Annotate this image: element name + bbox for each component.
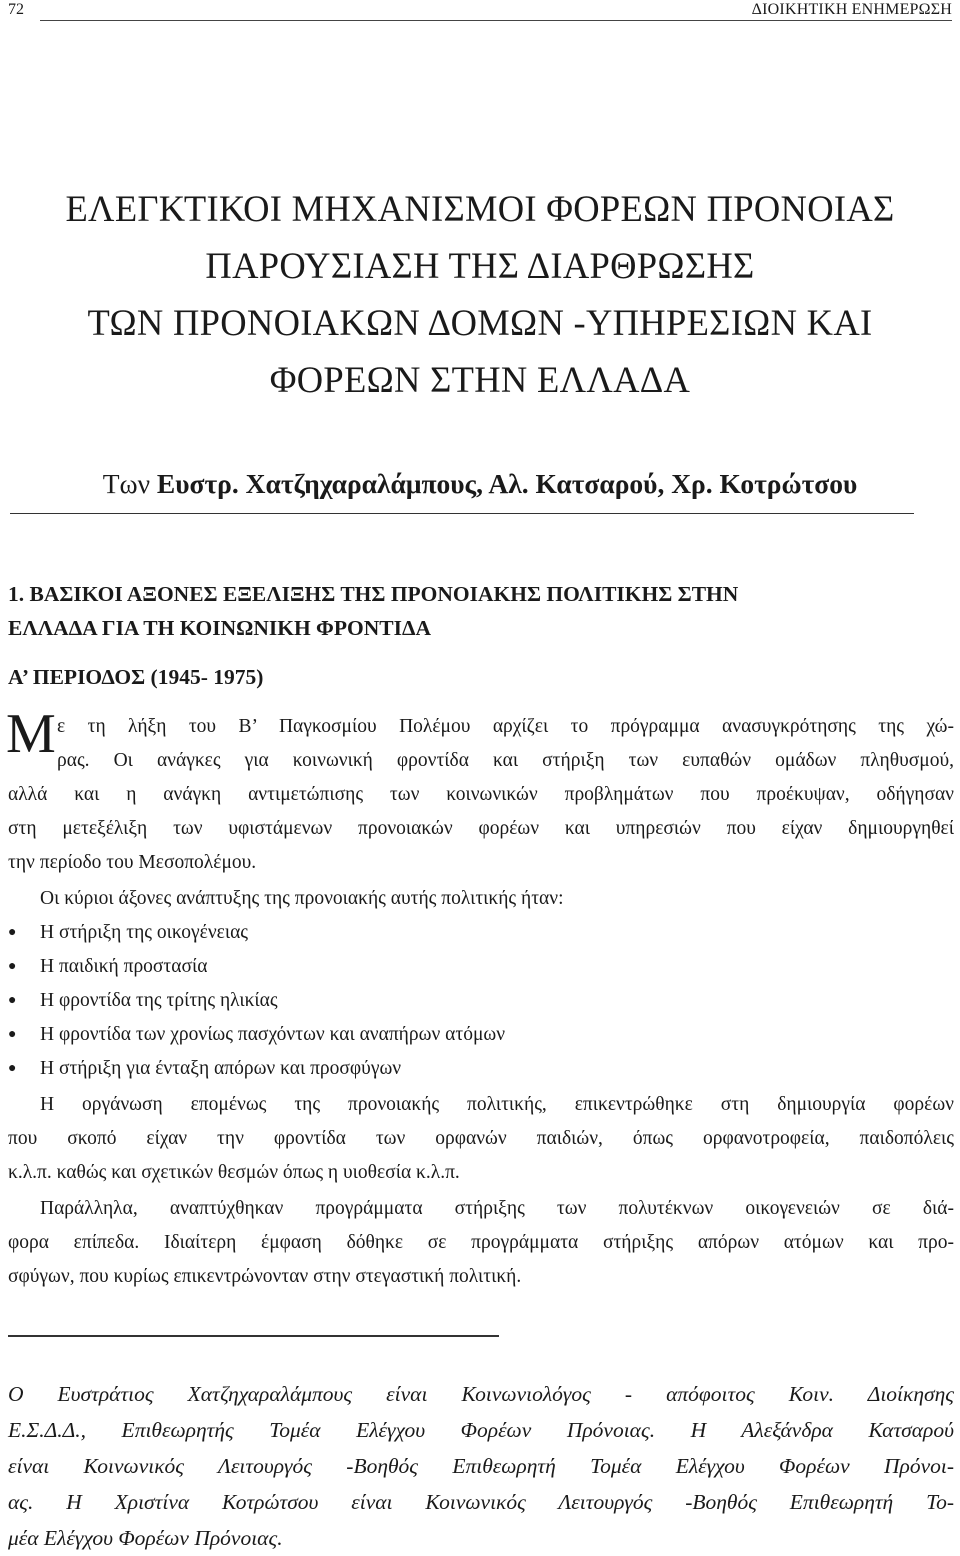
bullet-icon: ● <box>8 959 17 974</box>
paragraph-2: Οι κύριοι άξονες ανάπτυξης της προνοιακής αυτής πολιτικής ήταν: <box>40 888 564 909</box>
byline-rule <box>10 513 914 514</box>
paragraph-line: που σκοπό είχαν την φροντίδα των ορφανών παιδιών, όπως ορφανοτροφεία, παιδοπόλεις <box>8 1128 954 1149</box>
paragraph-line: ε τη λήξη του Β’ Παγκοσμίου Πολέμου αρχίζει το πρόγραμμα ανασυγκρότησης της χώ- <box>57 716 954 737</box>
paragraph-line: Η οργάνωση επομένως της προνοιακής πολιτικής, επικεντρώθηκε στη δημιουργία φορέων <box>40 1094 954 1115</box>
paragraph-line: κ.λ.π. καθώς και σχετικών θεσμών όπως η υιοθεσία κ.λ.π. <box>8 1162 460 1183</box>
list-item: Η στήριξη της οικογένειας <box>40 922 249 943</box>
bullet-icon: ● <box>8 993 17 1008</box>
list-item: Η φροντίδα των χρονίως πασχόντων και αναπήρων ατόμων <box>40 1024 506 1045</box>
footnote-line: Ο Ευστράτιος Χατζηχαραλάμπους είναι Κοινωνιολόγος - απόφοιτος Κοιν. Διοίκησης <box>8 1382 954 1406</box>
title-line: ΤΩΝ ΠΡΟΝΟΙΑΚΩΝ ΔΟΜΩΝ -ΥΠΗΡΕΣΙΩΝ ΚΑΙ <box>87 302 873 343</box>
paragraph-line: Παράλληλα, αναπτύχθηκαν προγράμματα στήριξης των πολυτέκνων οικογενειών σε διά- <box>40 1198 954 1219</box>
byline <box>0 466 960 502</box>
title-line: ΕΛΕΓΚΤΙΚΟΙ ΜΗΧΑΝΙΣΜΟΙ ΦΟΡΕΩΝ ΠΡΟΝΟΙΑΣ <box>65 188 895 229</box>
section-heading-line: 1. ΒΑΣΙΚΟΙ ΑΞΟΝΕΣ ΕΞΕΛΙΞΗΣ ΤΗΣ ΠΡΟΝΟΙΑΚΗΣ ΠΟΛΙΤΙΚΗΣ ΣΤΗΝ <box>8 582 739 606</box>
paragraph-line: φορα επίπεδα. Ιδιαίτερη έμφαση δόθηκε σε προγράμματα στήριξης απόρων ατόμων και προ- <box>8 1232 954 1253</box>
paragraph-line: αλλά και η ανάγκη αντιμετώπισης των κοινωνικών προβλημάτων που προέκυψαν, οδήγησαν <box>8 784 954 805</box>
bullet-icon: ● <box>8 1027 17 1042</box>
list-item: Η φροντίδα της τρίτης ηλικίας <box>40 990 278 1011</box>
footnote-rule <box>8 1335 499 1337</box>
footnote-line: Ε.Σ.Δ.Δ., Επιθεωρητής Τομέα Ελέγχου Φορέων Πρόνοιας. Η Αλεξάνδρα Κατσαρού <box>8 1418 954 1442</box>
title-line: ΠΑΡΟΥΣΙΑΣΗ ΤΗΣ ΔΙΑΡΘΡΩΣΗΣ <box>205 245 755 286</box>
paragraph-line: την περίοδο του Μεσοπολέμου. <box>8 852 257 873</box>
drop-cap: Μ <box>6 703 56 765</box>
footnote-line: ας. Η Χριστίνα Κοτρώτσου είναι Κοινωνικός Λειτουργός -Βοηθός Επιθεωρητή Το- <box>8 1490 954 1514</box>
byline-prefix: Των <box>102 468 151 499</box>
title-line: ΦΟΡΕΩΝ ΣΤΗΝ ΕΛΛΑΔΑ <box>269 359 691 400</box>
footnote-line: είναι Κοινωνικός Λειτουργός -Βοηθός Επιθεωρητή Τομέα Ελέγχου Φορέων Πρόνοι- <box>8 1454 954 1478</box>
bullet-icon: ● <box>8 925 17 940</box>
footnote-line: μέα Ελέγχου Φορέων Πρόνοιας. <box>8 1526 283 1550</box>
bullet-icon: ● <box>8 1061 17 1076</box>
article-title <box>0 180 960 408</box>
list-item: Η παιδική προστασία <box>40 956 208 977</box>
paragraph-line: σφύγων, που κυρίως επικεντρώνονταν στην στεγαστική πολιτική. <box>8 1266 522 1287</box>
header-rule <box>40 20 952 21</box>
author-names: Ευστρ. Χατζηχαραλάμπους, Αλ. Κατσαρού, Χρ. Κοτρώτσου <box>156 468 858 499</box>
paragraph-line: ρας. Οι ανάγκες για κοινωνική φροντίδα και στήριξη των ευπαθών ομάδων πληθυσμού, <box>57 750 954 771</box>
paragraph-line: στη μετεξέλιξη των υφιστάμενων προνοιακών φορέων και υπηρεσιών που είχαν δημιουργηθεί <box>8 818 954 839</box>
section-heading-line: ΕΛΛΑΔΑ ΓΙΑ ΤΗ ΚΟΙΝΩΝΙΚΗ ΦΡΟΝΤΙΔΑ <box>8 616 431 640</box>
journal-title: ΔΙΟΙΚΗΤΙΚΗ ΕΝΗΜΕΡΩΣΗ <box>751 1 952 18</box>
section-heading <box>8 577 958 645</box>
page-number: 72 <box>8 1 24 18</box>
list-item: Η στήριξη για ένταξη απόρων και προσφύγων <box>40 1058 402 1079</box>
subsection-heading: Α’ ΠΕΡΙΟΔΟΣ (1945- 1975) <box>8 665 264 689</box>
